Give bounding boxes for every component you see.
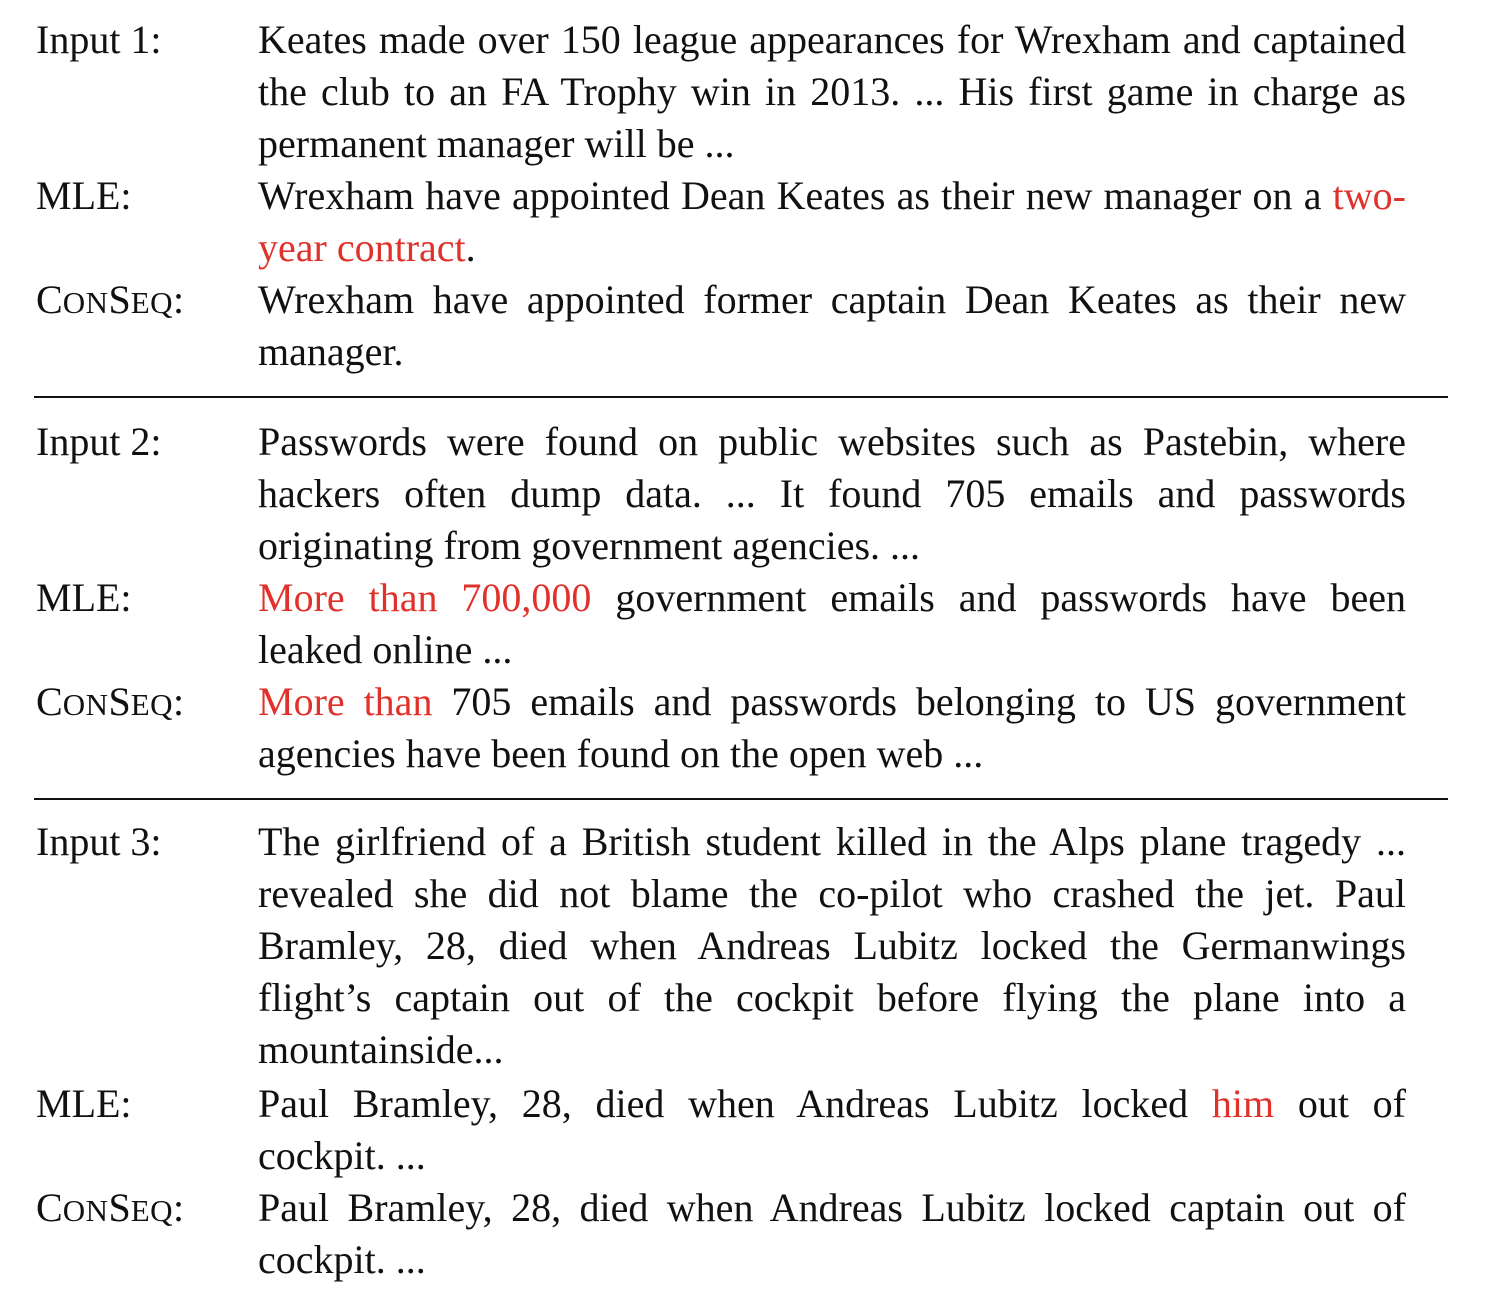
label-colon: : bbox=[173, 679, 185, 724]
conseq-text-post: 705 emails and passwords belonging to US government agencies have been found on the open web ... bbox=[258, 679, 1407, 776]
conseq-label bbox=[36, 274, 184, 329]
input-text: Keates made over 150 league appearances for Wrexham and captained the club to an FA Trophy win in 2013. ... His first game in charge as permanent manager will be ... bbox=[258, 17, 1406, 166]
label-char: S bbox=[108, 679, 131, 724]
conseq-highlight: More than bbox=[258, 679, 433, 724]
label-smallcaps: EQ bbox=[130, 285, 174, 320]
conseq-label bbox=[36, 676, 184, 731]
input-label: Input 2: bbox=[36, 419, 162, 464]
conseq-output bbox=[258, 274, 1406, 378]
mle-highlight: two-year contract bbox=[258, 173, 1406, 270]
conseq-text-post: Wrexham have appointed former captain Dean Keates as their new manager. bbox=[258, 277, 1406, 374]
input-label: Input 3: bbox=[36, 819, 162, 864]
label-char: C bbox=[36, 679, 63, 724]
mle-text-pre: Wrexham have appointed Dean Keates as their new manager on a bbox=[258, 173, 1333, 218]
divider bbox=[34, 798, 1448, 800]
mle-output bbox=[258, 572, 1406, 676]
mle-highlight: More than 700,000 bbox=[258, 575, 592, 620]
label-char: S bbox=[108, 1185, 131, 1230]
label-smallcaps: ON bbox=[62, 1193, 109, 1228]
conseq-output bbox=[258, 676, 1406, 780]
mle-text-post: . bbox=[465, 225, 476, 270]
mle-text-pre: Paul Bramley, 28, died when Andreas Lubitz locked bbox=[258, 1081, 1212, 1126]
input-text: The girlfriend of a British student killed in the Alps plane tragedy ... revealed she did not blame the co-pilot who crashed the jet. Paul Bramley, 28, died when Andreas Lubitz locked the Germanwings flight’s captain out of the cockpit before flying the plane into a mountainside... bbox=[258, 819, 1406, 1072]
label-smallcaps: EQ bbox=[130, 687, 174, 722]
mle-text-post: government emails and passwords have been leaked online ... bbox=[258, 575, 1406, 672]
mle-highlight: him bbox=[1211, 1081, 1275, 1126]
divider bbox=[34, 396, 1448, 398]
label-char: S bbox=[108, 277, 131, 322]
label-smallcaps: ON bbox=[62, 285, 109, 320]
conseq-label bbox=[36, 1182, 184, 1237]
label-colon: : bbox=[173, 277, 185, 322]
mle-output bbox=[258, 170, 1406, 274]
label-colon: : bbox=[173, 1185, 185, 1230]
label-smallcaps: EQ bbox=[130, 1193, 174, 1228]
input-text: Passwords were found on public websites such as Pastebin, where hackers often dump data. ... It found 705 emails and passwords originating from government agencies. ... bbox=[258, 419, 1406, 568]
conseq-output bbox=[258, 1182, 1406, 1286]
label-char: C bbox=[36, 277, 63, 322]
conseq-text-post: Paul Bramley, 28, died when Andreas Lubitz locked captain out of cockpit. ... bbox=[258, 1185, 1406, 1282]
mle-label: MLE: bbox=[36, 1081, 132, 1126]
mle-output bbox=[258, 1078, 1406, 1182]
mle-text-post: out of cockpit. ... bbox=[258, 1081, 1407, 1178]
label-char: C bbox=[36, 1185, 63, 1230]
input-label: Input 1: bbox=[36, 17, 162, 62]
mle-label: MLE: bbox=[36, 173, 132, 218]
mle-label: MLE: bbox=[36, 575, 132, 620]
label-smallcaps: ON bbox=[62, 687, 109, 722]
